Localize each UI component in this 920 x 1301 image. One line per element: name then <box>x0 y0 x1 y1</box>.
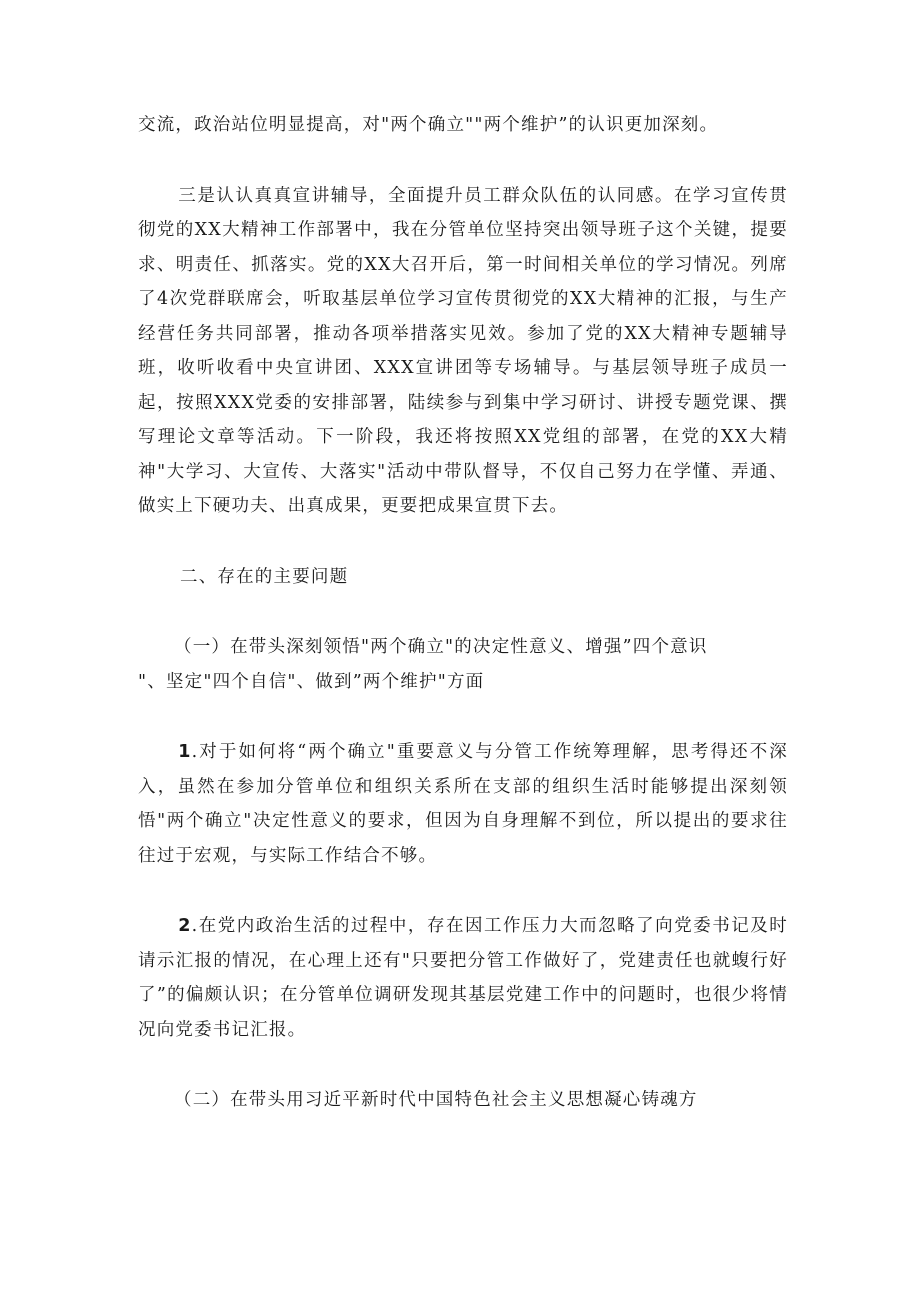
subsection-heading-2 <box>138 1083 788 1118</box>
list-item-number: 2 <box>178 916 192 936</box>
spacer <box>138 873 788 909</box>
paragraph-continuation <box>138 108 788 143</box>
section-heading-text: 二、存在的主要问题 <box>180 566 349 587</box>
spacer <box>138 143 788 179</box>
spacer <box>138 1047 788 1083</box>
spacer <box>138 699 788 735</box>
paragraph-text: 交流，政治站位明显提高，对"两个确立""两个维护”的认识更加深刻。 <box>138 115 719 135</box>
list-item-2 <box>138 909 788 1047</box>
paragraph-text: 三是认认真真宣讲辅导，全面提升员工群众队伍的认同感。在学习宣传贯彻党的XX大精神工作部署中，我在分管单位坚持突出领导班子这个关键，提要求、明责任、抓落实。党的XX大召开后，第一时间相关单位的学习情况。列席了4次党群联席会，听取基层单位学习宣传贯彻党的XX大精神的汇报，与生产经营任务共同部署，推动各项举措落实见效。参加了党的XX大精神专题辅导班，收听收看中央宣讲团、XXX宣讲团等专场辅导。与基层领导班子成员一起，按照XXX党委的安排部署，陆续参与到集中学习研讨、讲授专题党课、撰写理论文章等活动。下一阶段，我还将按照XX党组的部署，在党的XX大精神"大学习、大宣传、大落实"活动中带队督导，不仅自己努力在学懂、弄通、做实上下硬功夫、出真成果，更要把成果宣贯下去。 <box>138 185 788 516</box>
subsection-heading-line2: "、坚定"四个自信"、做到”两个维护"方面 <box>138 671 485 692</box>
list-item-number: 1 <box>178 742 192 762</box>
list-item-text: .对于如何将“两个确立"重要意义与分管工作统筹理解，思考得还不深入，虽然在参加分管单位和组织关系所在支部的组织生活时能够提出深刻领悟"两个确立"决定性意义的要求，但因为自身理解不到位，所以提出的要求往往过于宏观，与实际工作结合不够。 <box>138 742 788 866</box>
document-page <box>138 108 788 1118</box>
subsection-heading-1 <box>138 630 788 699</box>
section-heading <box>138 560 788 595</box>
list-item-text: .在党内政治生活的过程中，存在因工作压力大而忽略了向党委书记及时请示汇报的情况，在心理上还有"只要把分管工作做好了，党建责任也就蝮行好了”的偏颇认识；在分管单位调研发现其基层党建工作中的问题时，也很少将情况向党委书记汇报。 <box>138 916 788 1040</box>
list-item-1 <box>138 735 788 873</box>
subsection-heading-line1: （一）在带头深刻领悟"两个确立"的决定性意义、增强”四个意识 <box>174 637 708 657</box>
spacer <box>138 524 788 560</box>
spacer <box>138 594 788 630</box>
paragraph-propaganda <box>138 179 788 524</box>
subsection-heading-text: （二）在带头用习近平新时代中国特色社会主义思想凝心铸魂方 <box>174 1090 698 1110</box>
